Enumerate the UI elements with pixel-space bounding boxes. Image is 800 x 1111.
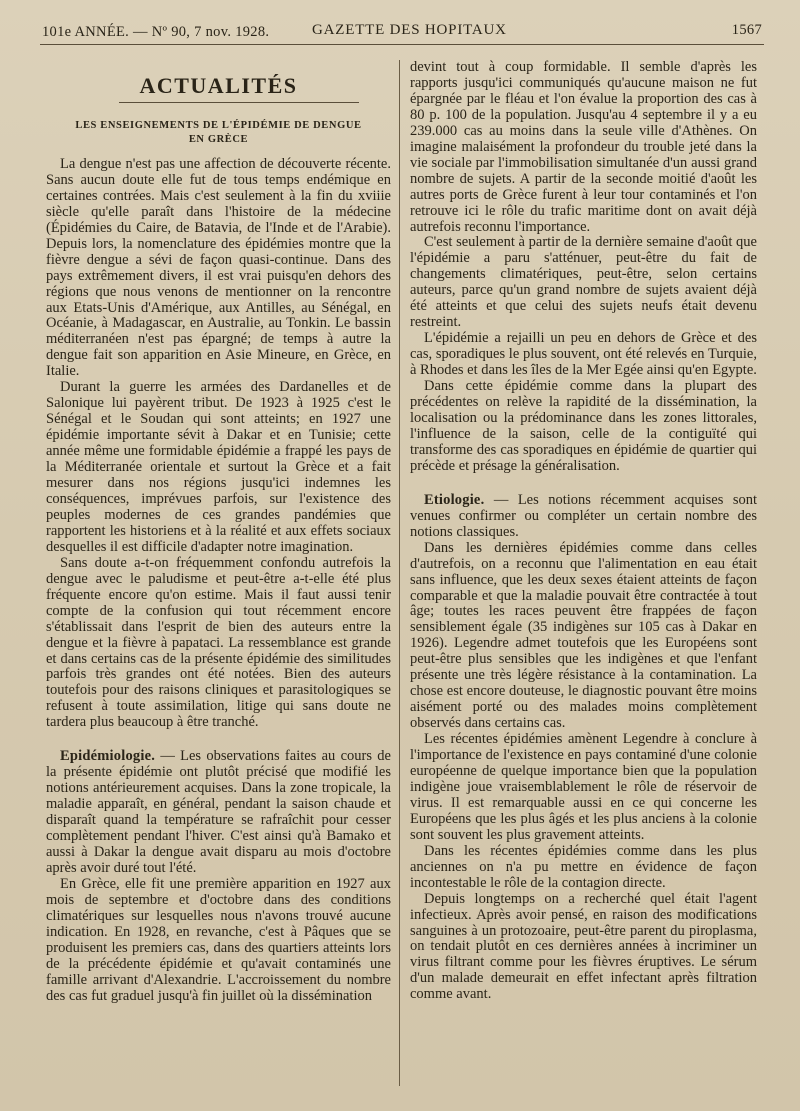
paragraph: Depuis longtemps on a recherché quel était l'agent infectieux. Après avoir pensé, en raison des modifications sanguines à un protozoaire, peut-être parent du piroplasma, on tendait plutôt en ces dernières années à incriminer un virus filtrant comme pour les fièvres éruptives. Le sérum d'un malade demeurait en effet infectant après filtration comme avant.	[410, 890, 757, 1003]
page-number: 1567	[731, 22, 762, 38]
paragraph-text: — Les notions récemment acquises sont venues confirmer ou compléter un certain nombre des notions classiques.	[410, 491, 757, 540]
paragraph-etiologie	[410, 493, 757, 541]
paragraph: devint tout à coup formidable. Il semble d'après les rapports jusqu'ici communiqués qu'aucune maison ne fut épargnée par le fléau et l'on évalue la proportion des cas à 80 p. 100 de la population. Jusqu'au 4 septembre il y a eu 239.000 cas au moins dans la seule ville d'Athènes. On imagine malaisément la profondeur du trouble jeté dans la vie sociale par l'immobilisation simultanée d'un aussi grand nombre de sujets. A partir de la seconde moitié d'août les autres ports de Grèce furent à leur tour contaminés et l'on retrouve ici le rôle du trafic maritime dont on avait déjà autrefois reconnu l'importance.	[410, 59, 757, 235]
section-heading-epidemiologie: Epidémiologie.	[60, 748, 156, 765]
issue-info: 101e ANNÉE. — Nº 90, 7 nov. 1928.	[42, 24, 270, 40]
paragraph-epidemiologie	[46, 749, 391, 877]
article-heading-line1: LES ENSEIGNEMENTS DE L'ÉPIDÉMIE DE DENGUE	[75, 119, 362, 131]
page-header	[42, 20, 762, 44]
paragraph: Dans les récentes épidémies comme dans les plus anciennes on n'a pu mettre en évidence de façon incontestable le rôle de la contagion directe.	[410, 842, 757, 891]
paragraph: Durant la guerre les armées des Dardanelles et de Salonique lui payèrent tribut. De 1923 à 1925 c'est le Sénégal et le Soudan qui sont atteints; en 1927 une épidémie importante sévit à Dakar et en Tunisie; cette année même une formidable épidémie a frappé les pays de la Méditerranée orientale et surtout la Grèce et a fait mesurer dans nos régions jusqu'ici indemnes les conséquences, imprévues parfois, sur l'existence des peuples modernes de ces grandes pandémies que rapportent les historiens et à la réalité et aux effets sociaux desquelles il est difficile d'adapter notre imagination.	[46, 379, 391, 555]
article-heading	[46, 119, 391, 147]
title-rule	[119, 102, 359, 103]
article-heading-line2: EN GRÈCE	[188, 133, 249, 145]
paragraph-text: — Les observations faites au cours de la présente épidémie ont plutôt précisé que modifié les notions antérieurement acquises. Dans la zone tropicale, la maladie apparaît, en général, pendant la saison chaude et disparaît quand la température se rafraîchit pour cesser complètement pendant l'hiver. C'est ainsi qu'à Bamako et aussi à Dakar la dengue avait disparu au mois d'octobre après avoir duré tout l'été.	[46, 748, 391, 876]
paragraph: L'épidémie a rejailli un peu en dehors de Grèce et des cas, sporadiques le plus souvent, ont été relevés en Turquie, à Rhodes et dans les îles de la Mer Egée ainsi qu'en Egypte.	[410, 330, 757, 379]
section-title: ACTUALITÉS	[139, 73, 298, 98]
paragraph: Sans doute a-t-on fréquemment confondu autrefois la dengue avec le paludisme et peut-être a-t-elle été plus fréquente encore qu'on estime. Mais il faut aussi tenir compte de la confusion qui tout récemment encore s'établissait dans l'esprit de bien des auteurs entre la dengue et la fièvre à papataci. La ressemblance est grande et dans certains cas de la présente épidémie des similitudes parfois très grandes ont été notées. Bien des auteurs toutefois pour des raisons cliniques et parasitologiques se refusent à toute assimilation, litige qui sans doute ne tardera plus beaucoup à être tranché.	[46, 554, 391, 731]
publication-title: GAZETTE DES HOPITAUX	[312, 22, 507, 38]
paragraph: Dans cette épidémie comme dans la plupart des précédentes on relève la rapidité de la dissémination, la localisation ou la prédominance dans les zones littorales, l'influence de la saison, celle de la contiguïté qui transforme des cas sporadiques en épidémie de quartier qui précède et présage la généralisation.	[410, 378, 757, 474]
paragraph: La dengue n'est pas une affection de découverte récente. Sans aucun doute elle fut de tous temps endémique en certaines contrées. Mais c'est seulement à la fin du xviiie siècle qu'elle paraît dans l'histoire de la médecine (Épidémies du Caire, de Batavia, de l'Inde et de l'Arabie). Depuis lors, la nomenclature des épidémies montre que la fièvre dengue a sévi de façon quasi-continue. Dans des pays extrêmement divers, il est vrai puisqu'en dehors des régions que nous venons de mentionner on la rencontre aux Etats-Unis d'Amérique, aux Antilles, au Sénégal, en Océanie, à Madagascar, en Australie, au Tonkin. Le bassin méditerranéen n'est pas épargné; de temps à autre la dengue fait son apparition en Asie Mineure, en Grèce, en Italie.	[46, 155, 391, 380]
header-rule	[40, 44, 764, 45]
paragraph: Dans les dernières épidémies comme dans celles d'autrefois, on a reconnu que l'alimentation en eau était sans influence, que les deux sexes étaient atteints de façon comparable et que la maladie pouvait être contractée à tout âge; toutes les races peuvent être frappées de façon sensiblement égale (35 indigènes sur 105 cas à Dakar en 1926). Legendre admet toutefois que les Européens sont peut-être plus sensibles que les indigènes et que l'enfant présente une très légère résistance à la contamination. La chose est encore douteuse, le diagnostic pouvant être moins aisément porté ou des malades moins complètement observés dans certains cas.	[410, 539, 757, 732]
paragraph: C'est seulement à partir de la dernière semaine d'août que l'épidémie a paru s'atténuer, peut-être du fait de changements climatériques, peut-être, selon certains auteurs, parce qu'un grand nombre de sujets avaient déjà été atteints et que celui des sujets neufs était devenu restreint.	[410, 234, 757, 331]
paragraph: Les récentes épidémies amènent Legendre à conclure à l'importance de l'existence en pays contaminé d'une colonie européenne de quelque importance bien que la population indigène joue vraisemblablement le rôle de réservoir de virus. Il est remarquable aussi en ce qui concerne les Européens que les plus âgés et les plus anciens à la colonie sont souvent les plus gravement atteints.	[410, 731, 757, 843]
left-column	[46, 68, 391, 1005]
right-column	[410, 60, 757, 1003]
paragraph: En Grèce, elle fit une première apparition en 1927 aux mois de septembre et d'octobre dans des conditions climatériques sur lesquelles nous n'avons trouvé aucune indication. En 1928, en revanche, c'est à Pâques que se produisent les premiers cas, dans des quartiers atteints lors de la précédente épidémie et qu'avait contaminés une famille arrivant d'Alexandrie. L'accroissement du nombre des cas fut graduel jusqu'à fin juillet où la dissémination	[46, 875, 391, 1004]
section-heading-etiologie: Etiologie.	[424, 491, 485, 508]
column-separator	[399, 60, 400, 1086]
